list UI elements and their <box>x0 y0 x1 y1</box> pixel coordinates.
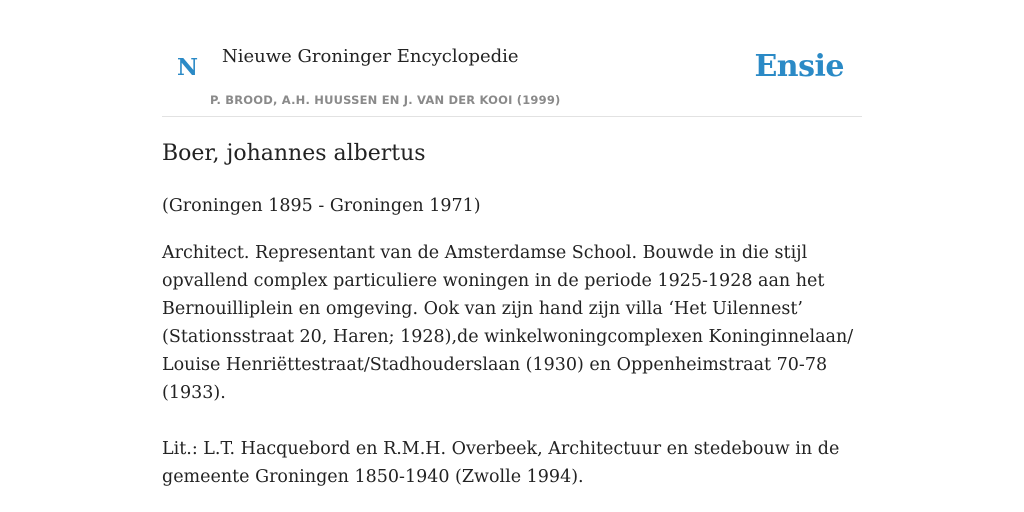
entry-dates: (Groningen 1895 - Groningen 1971) <box>162 196 481 216</box>
entry-body: Architect. Representant van de Amsterdamse School. Bouwde in die stijl opvallend complex particuliere woningen in de periode 1925-1928 aan het Bernouilliplein en omgeving. Ook van zijn hand zijn villa ‘Het Uilennest’ (Stationsstraat 20, Haren; 1928),de winkelwoningcomplexen Koninginnelaan/ Louise Henriëttestraat/Stadhouderslaan (1930) en Oppenheimstraat 70-78 (1933). <box>162 243 854 403</box>
page-header <box>162 0 862 117</box>
entry-title: Boer, johannes albertus <box>162 141 426 166</box>
entry-literature: Lit.: L.T. Hacquebord en R.M.H. Overbeek, Architectuur en stedebouw in de gemeente Groningen 1850-1940 (Zwolle 1994). <box>162 439 840 487</box>
book-title-link[interactable]: Nieuwe Groninger Encyclopedie <box>222 46 519 67</box>
book-letter-icon[interactable]: N <box>177 54 199 81</box>
book-authors: P. BROOD, A.H. HUUSSEN EN J. VAN DER KOOI (1999) <box>210 93 561 107</box>
ensie-logo[interactable]: Ensie <box>754 49 844 84</box>
entry-article <box>162 138 872 491</box>
